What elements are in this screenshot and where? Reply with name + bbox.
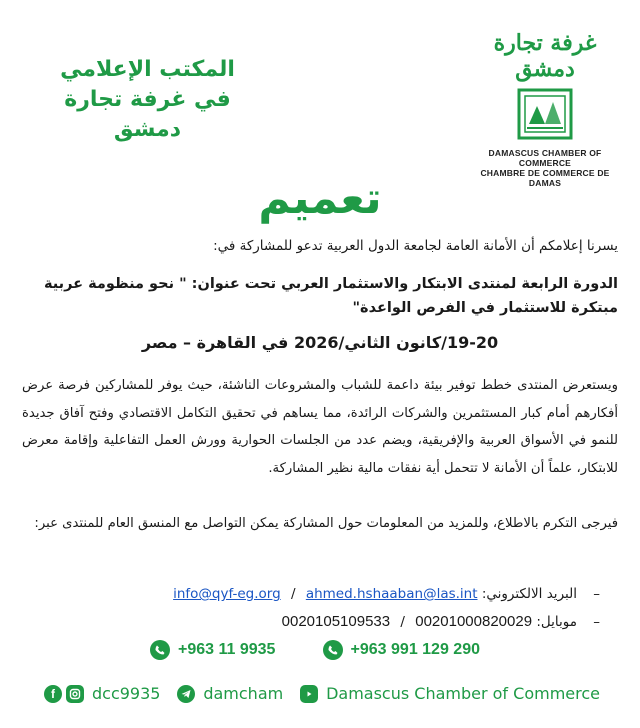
phone-number-2: +963 11 9935 xyxy=(178,641,276,658)
intro-text: يسرنا إعلامكم أن الأمانة العامة لجامعة الدول العربية تدعو للمشاركة في: xyxy=(213,238,618,254)
contact-mobile-row xyxy=(282,612,600,632)
telegram-icon[interactable] xyxy=(177,685,195,703)
list-dash: – xyxy=(593,614,600,630)
mobile-separator: / xyxy=(400,614,405,630)
phone-item-1[interactable] xyxy=(323,640,480,660)
social-youtube[interactable] xyxy=(300,684,600,703)
mobile-number-2: 00201000820029 xyxy=(415,613,533,630)
office-line-2: في غرفة تجارة دمشق xyxy=(64,87,231,142)
chamber-logo xyxy=(470,30,620,188)
footer-social xyxy=(44,684,600,703)
whatsapp-icon xyxy=(323,640,343,660)
event-name: الدورة الرابعة لمنتدى الابتكار والاستثمار العربي تحت عنوان: " نحو منظومة عربية مبتكرة للاستثمار في الفرص الواعدة" xyxy=(43,276,618,316)
email-separator: / xyxy=(290,586,296,602)
email-link-2[interactable]: ahmed.hshaaban@las.int xyxy=(305,586,478,602)
contact-email-row xyxy=(173,584,600,604)
whatsapp-icon xyxy=(150,640,170,660)
request-text: فيرجى التكرم بالاطلاع، وللمزيد من المعلومات حول المشاركة يمكن التواصل مع المنسق العام للمنتدى عبر: xyxy=(34,516,618,531)
instagram-icon[interactable] xyxy=(66,685,84,703)
facebook-icon[interactable]: f xyxy=(44,685,62,703)
mobile-label: موبايل: xyxy=(536,614,577,630)
phone-numbers xyxy=(150,640,480,660)
social-telegram[interactable] xyxy=(177,684,283,703)
document-title: تعميم xyxy=(258,173,382,224)
youtube-channel: Damascus Chamber of Commerce xyxy=(326,684,600,703)
logo-arabic-script: غرفة تجارة دمشق xyxy=(493,30,597,82)
email-label: البريد الالكتروني: xyxy=(481,586,577,602)
phone-item-2[interactable] xyxy=(150,640,275,660)
youtube-icon[interactable] xyxy=(300,685,318,703)
body-paragraph: ويستعرض المنتدى خطط توفير بيئة داعمة للشباب والمشروعات الناشئة، حيث يوفر للمشاركين فرصة عرض أفكارهم أمام كبار المستثمرين والشركات الرائدة، مما يساهم في تحقيق التكامل الاقتصادي وفتح آفاق جديدة للنمو في الأسواق العربية والإفريقية، ويضم عدد من الجلسات الحوارية وورش العمل التفاعلية وإقامة معرض للابتكار، علماً أن الأمانة لا تتحمل أية نفقات مالية نظير المشاركة. xyxy=(22,378,618,476)
list-dash: – xyxy=(593,586,600,602)
logo-french-name: CHAMBRE DE COMMERCE DE DAMAS xyxy=(480,168,610,188)
telegram-handle: damcham xyxy=(203,684,284,703)
media-office-heading xyxy=(30,55,265,145)
social-facebook-instagram[interactable] xyxy=(44,684,160,703)
event-date-location: 19-20/كانون الثاني/2026 في القاهرة – مصر xyxy=(141,333,499,352)
email-link-1[interactable]: info@qyf-eg.org xyxy=(173,586,281,602)
chamber-emblem-icon xyxy=(505,84,585,144)
logo-english-name: DAMASCUS CHAMBER OF COMMERCE xyxy=(488,148,602,168)
social-handle: dcc9935 xyxy=(92,684,161,703)
office-line-1: المكتب الإعلامي xyxy=(60,57,235,82)
phone-number-1: +963 991 129 290 xyxy=(350,641,480,658)
mobile-number-1: 0020105109533 xyxy=(281,613,391,630)
